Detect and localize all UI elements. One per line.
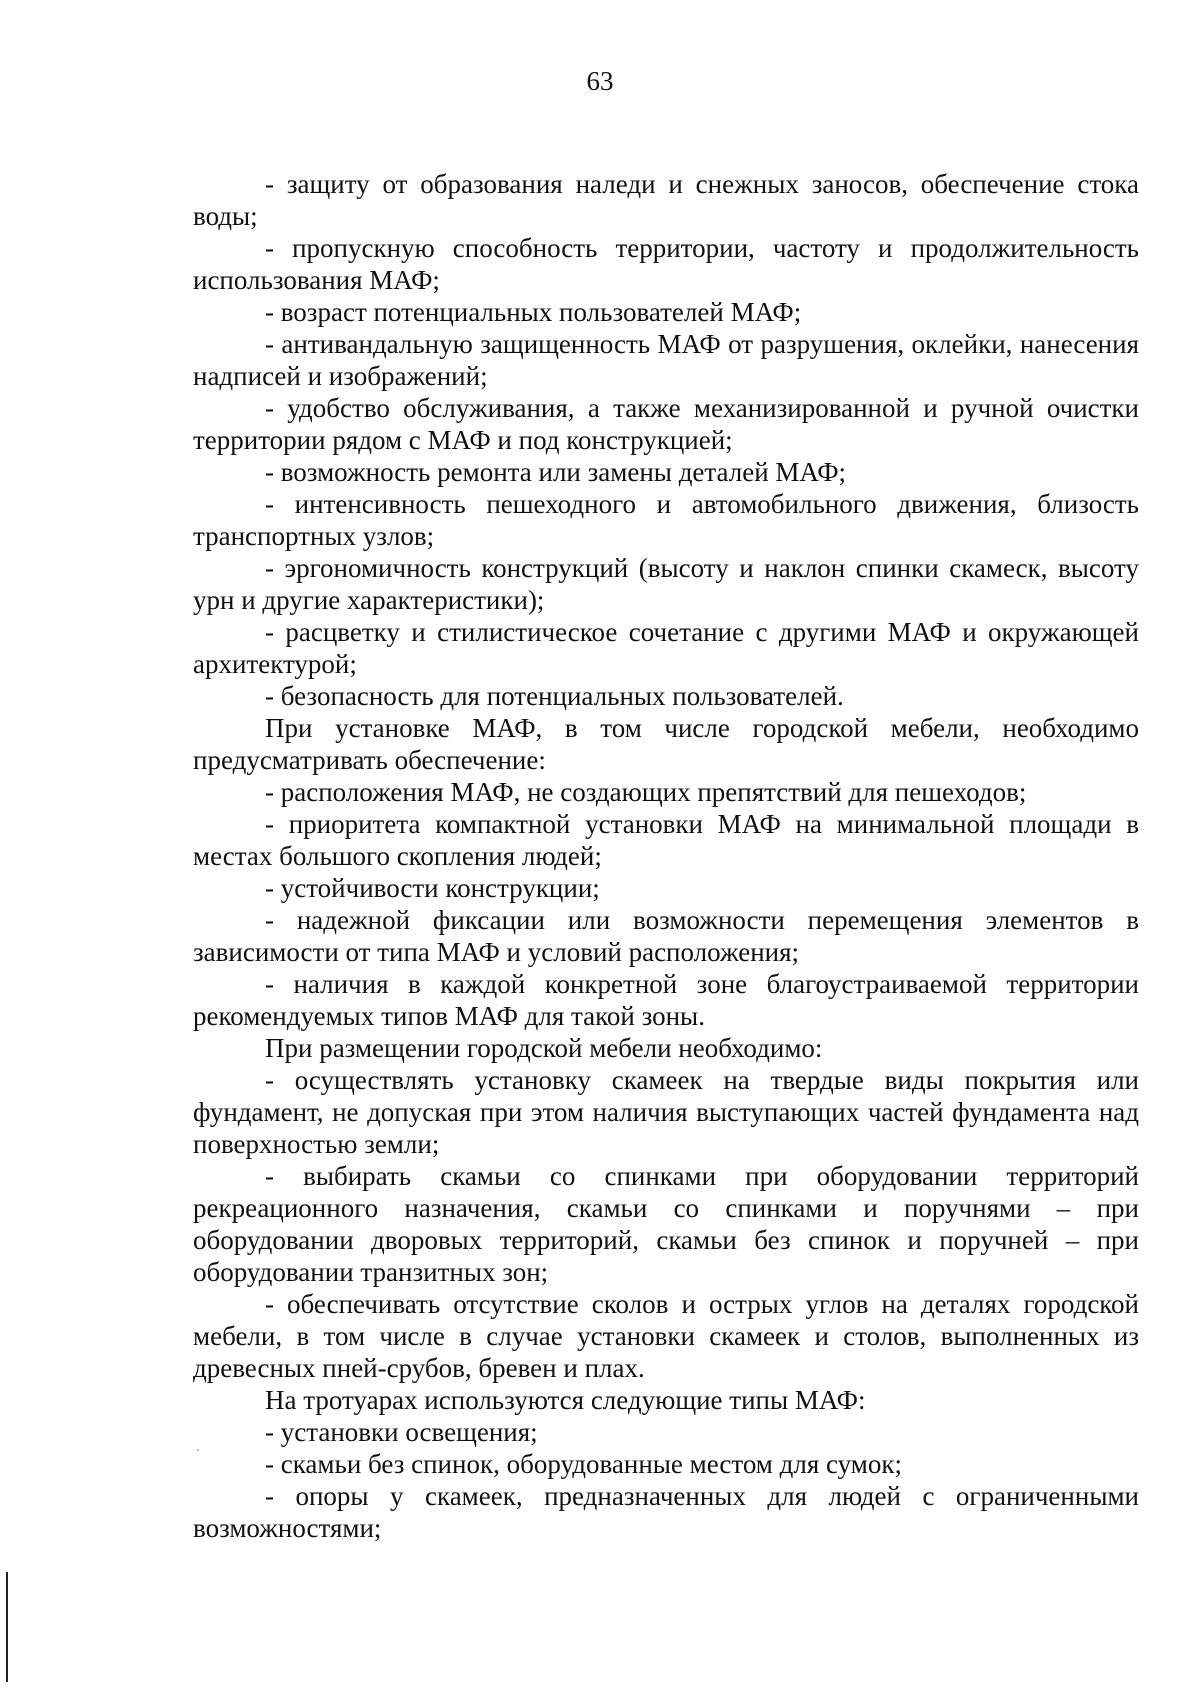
paragraph: - осуществлять установку скамеек на твердые виды покрытия или фундамент, не допуская при этом наличия выступающих частей фундамента над поверхностью земли;	[193, 1065, 1139, 1159]
paragraph: При установке МАФ, в том числе городской мебели, необходимо предусматривать обеспечение:	[193, 713, 1139, 775]
paragraph: - скамьи без спинок, оборудованные местом для сумок;	[265, 1449, 902, 1479]
paragraph: При размещении городской мебели необходимо:	[265, 1033, 823, 1063]
paragraph: - антивандальную защищенность МАФ от разрушения, оклейки, нанесения надписей и изображений;	[193, 329, 1139, 391]
page-number: 63	[586, 66, 614, 96]
paragraph: - обеспечивать отсутствие сколов и острых углов на деталях городской мебели, в том числе в случае установки скамеек и столов, выполненных из древесных пней-срубов, бревен и плах.	[193, 1289, 1139, 1383]
document-body	[193, 168, 1139, 1544]
paragraph: - возможность ремонта или замены деталей МАФ;	[265, 457, 847, 487]
paragraph: - расцветку и стилистическое сочетание с другими МАФ и окружающей архитектурой;	[193, 617, 1139, 679]
paragraph: - интенсивность пешеходного и автомобильного движения, близость транспортных узлов;	[193, 489, 1139, 551]
paragraph: - опоры у скамеек, предназначенных для людей с ограниченными возможностями;	[193, 1481, 1139, 1543]
paragraph: - устойчивости конструкции;	[265, 873, 600, 903]
paragraph: - приоритета компактной установки МАФ на минимальной площади в местах большого скопления людей;	[193, 809, 1139, 871]
paragraph: На тротуарах используются следующие типы МАФ:	[265, 1385, 866, 1415]
paragraph: - установки освещения;	[265, 1417, 538, 1447]
paragraph: - безопасность для потенциальных пользователей.	[265, 681, 844, 711]
scan-speck	[197, 1449, 199, 1451]
paragraph: - наличия в каждой конкретной зоне благоустраиваемой территории рекомендуемых типов МАФ для такой зоны.	[193, 969, 1139, 1031]
scan-margin-line	[6, 1572, 8, 1682]
paragraph: - эргономичность конструкций (высоту и наклон спинки скамеск, высоту урн и другие характеристики);	[193, 553, 1139, 615]
paragraph: - выбирать скамьи со спинками при оборудовании территорий рекреационного назначения, скамьи со спинками и поручнями – при оборудовании дворовых территорий, скамьи без спинок и поручней – при оборудовании транзитных зон;	[193, 1161, 1139, 1287]
paragraph: - защиту от образования наледи и снежных заносов, обеспечение стока воды;	[193, 169, 1139, 231]
paragraph: - надежной фиксации или возможности перемещения элементов в зависимости от типа МАФ и условий расположения;	[193, 905, 1139, 967]
paragraph: - возраст потенциальных пользователей МАФ;	[265, 297, 802, 327]
paragraph: - расположения МАФ, не создающих препятствий для пешеходов;	[265, 777, 1027, 807]
paragraph: - пропускную способность территории, частоту и продолжительность использования МАФ;	[193, 233, 1139, 295]
paragraph: - удобство обслуживания, а также механизированной и ручной очистки территории рядом с МАФ и под конструкцией;	[193, 393, 1139, 455]
